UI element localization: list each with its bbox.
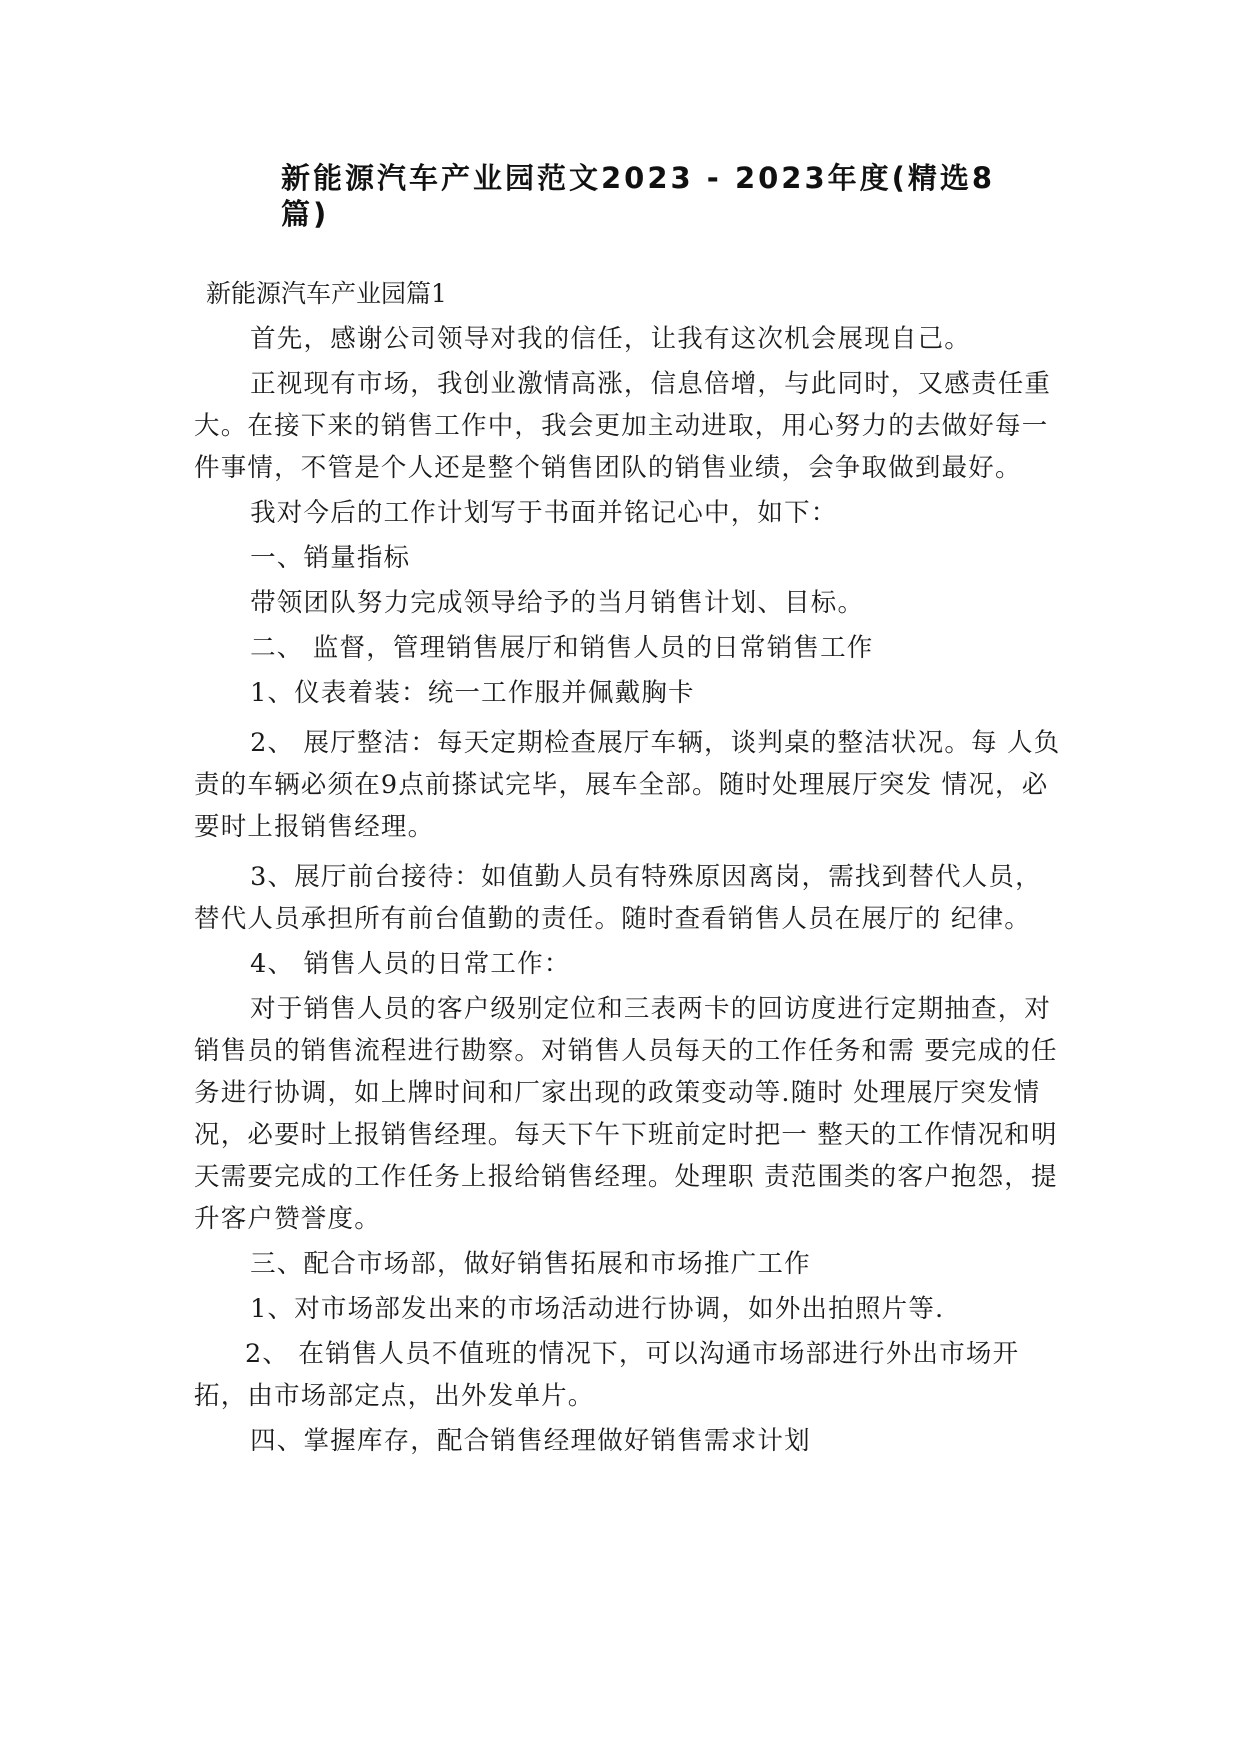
paragraph: 带领团队努力完成领导给予的当月销售计划、目标。 [250, 588, 865, 618]
paragraph: 三、配合市场部，做好销售拓展和市场推广工作 [250, 1249, 811, 1279]
paragraph: 四、掌握库存，配合销售经理做好销售需求计划 [250, 1426, 811, 1456]
paragraph: 二、 监督，管理销售展厅和销售人员的日常销售工作 [250, 633, 874, 663]
paragraph: 首先，感谢公司领导对我的信任，让我有这次机会展现自己。 [250, 324, 971, 354]
paragraph: 我对今后的工作计划写于书面并铭记心中，如下： [250, 498, 838, 528]
document-title: 新能源汽车产业园范文2023 - 2023年度(精选8篇) [281, 161, 996, 231]
paragraph: 一、销量指标 [250, 543, 411, 573]
paragraph: 正视现有市场，我创业激情高涨，信息倍增，与此同时，又感责任重大。在接下来的销售工作中，我会更加主动进取，用心努力的去做好每一件事情，不管是个人还是整个销售团队的销售业绩，会争取做到最好。 [194, 369, 1052, 483]
paragraph: 4、 销售人员的日常工作： [250, 949, 571, 979]
document-body [194, 318, 1066, 1462]
paragraph: 1、对市场部发出来的市场活动进行协调，如外出拍照片等. [250, 1294, 945, 1324]
paragraph: 1、仪表着装：统一工作服并佩戴胸卡 [250, 678, 695, 708]
section-heading: 新能源汽车产业园篇1 [206, 279, 447, 308]
paragraph: 2、 在销售人员不值班的情况下，可以沟通市场部进行外出市场开拓，由市场部定点，出外发单片。 [194, 1339, 1020, 1411]
paragraph: 2、 展厅整洁：每天定期检查展厅车辆，谈判桌的整洁状况。每 人负责的车辆必须在9点前搽试完毕，展车全部。随时处理展厅突发 情况，必要时上报销售经理。 [194, 728, 1061, 842]
paragraph: 对于销售人员的客户级别定位和三表两卡的回访度进行定期抽查，对销售员的销售流程进行勘察。对销售人员每天的工作任务和需 要完成的任务进行协调，如上牌时间和厂家出现的政策变动等.随时 处理展厅突发情况，必要时上报销售经理。每天下午下班前定时把一 整天的工作情况和明天需要完成的工作任务上报给销售经理。处理职 责范围类的客户抱怨，提升客户赞誉度。 [194, 994, 1058, 1234]
paragraph: 3、展厅前台接待：如值勤人员有特殊原因离岗，需找到替代人员，替代人员承担所有前台值勤的责任。随时查看销售人员在展厅的 纪律。 [194, 862, 1042, 934]
